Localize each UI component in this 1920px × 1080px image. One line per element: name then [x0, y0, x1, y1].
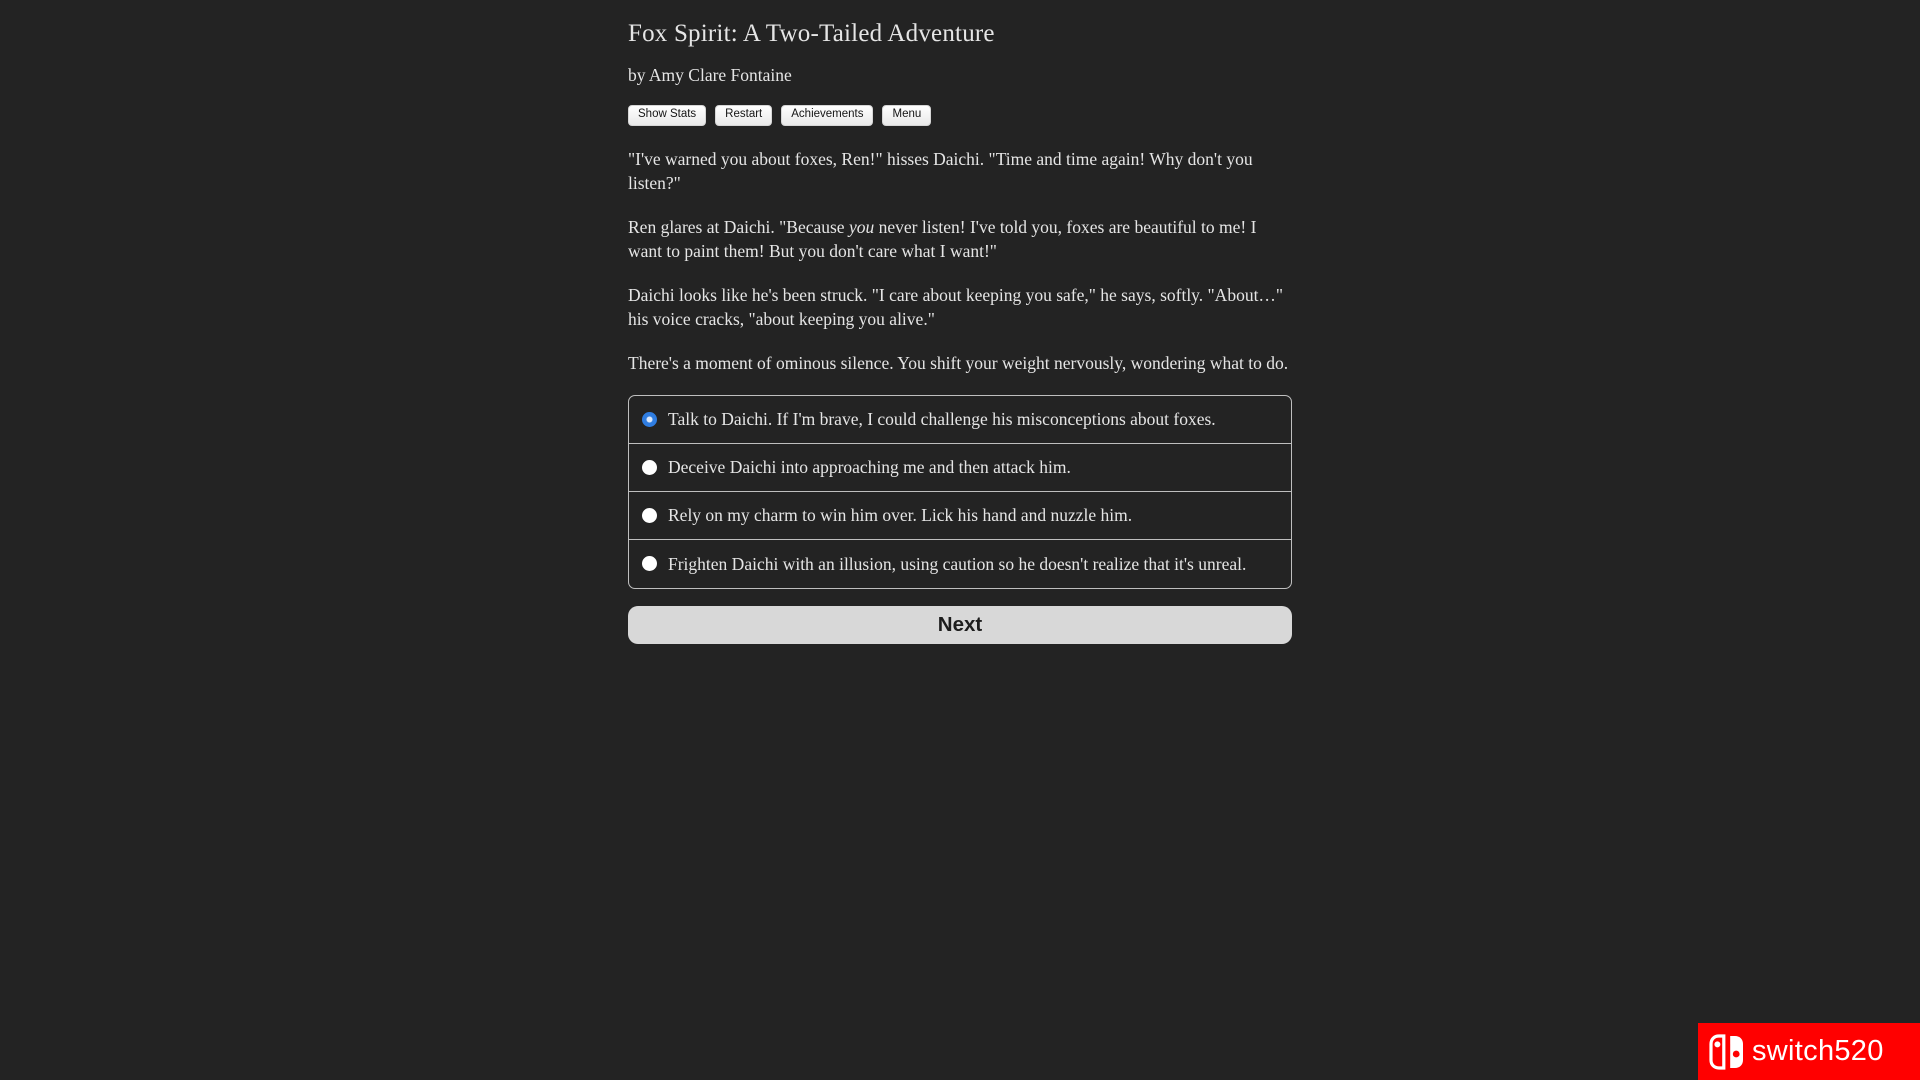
- achievements-button[interactable]: Achievements: [781, 105, 873, 126]
- choice-option-1[interactable]: [629, 396, 1291, 444]
- toolbar: [628, 105, 1292, 126]
- watermark-label: switch520: [1752, 1035, 1884, 1067]
- choice-list: [628, 395, 1292, 589]
- paragraph-text: Ren glares at Daichi. "Because: [628, 216, 849, 237]
- author-byline: by Amy Clare Fontaine: [628, 65, 792, 85]
- story-column: [628, 0, 1292, 644]
- choice-option-2[interactable]: [629, 444, 1291, 492]
- watermark-banner: [1698, 1023, 1920, 1080]
- game-title: Fox Spirit: A Two-Tailed Adventure: [628, 20, 995, 47]
- choice-label[interactable]: Talk to Daichi. If I'm brave, I could challenge his misconceptions about foxes.: [668, 409, 1216, 429]
- radio-button[interactable]: [642, 412, 657, 427]
- restart-button[interactable]: Restart: [715, 105, 772, 126]
- emphasized-word: you: [848, 216, 875, 237]
- radio-button[interactable]: [642, 556, 657, 571]
- choice-option-4[interactable]: [629, 540, 1291, 588]
- menu-button[interactable]: Menu: [882, 105, 931, 126]
- story-paragraph: "I've warned you about foxes, Ren!" hisses Daichi. "Time and time again! Why don't you listen?": [628, 148, 1253, 193]
- radio-button[interactable]: [642, 508, 657, 523]
- nintendo-switch-icon: [1707, 1032, 1747, 1072]
- choice-label[interactable]: Deceive Daichi into approaching me and then attack him.: [668, 457, 1071, 477]
- show-stats-button[interactable]: Show Stats: [628, 105, 706, 126]
- paragraph-text: never listen! I've told you, foxes are beautiful to me! I want to paint them! But you don't care what I want!": [628, 216, 1257, 261]
- choice-label[interactable]: Rely on my charm to win him over. Lick his hand and nuzzle him.: [668, 505, 1133, 525]
- choice-label[interactable]: Frighten Daichi with an illusion, using caution so he doesn't realize that it's unreal.: [668, 553, 1247, 574]
- next-button[interactable]: Next: [628, 606, 1292, 644]
- radio-button[interactable]: [642, 460, 657, 475]
- choice-option-3[interactable]: [629, 492, 1291, 540]
- story-paragraph: Daichi looks like he's been struck. "I care about keeping you safe," he says, softly. "About…" his voice cracks, "about keeping you alive.": [628, 284, 1284, 329]
- story-paragraph: [628, 215, 1292, 263]
- story-paragraph: There's a moment of ominous silence. You shift your weight nervously, wondering what to do.: [628, 352, 1289, 373]
